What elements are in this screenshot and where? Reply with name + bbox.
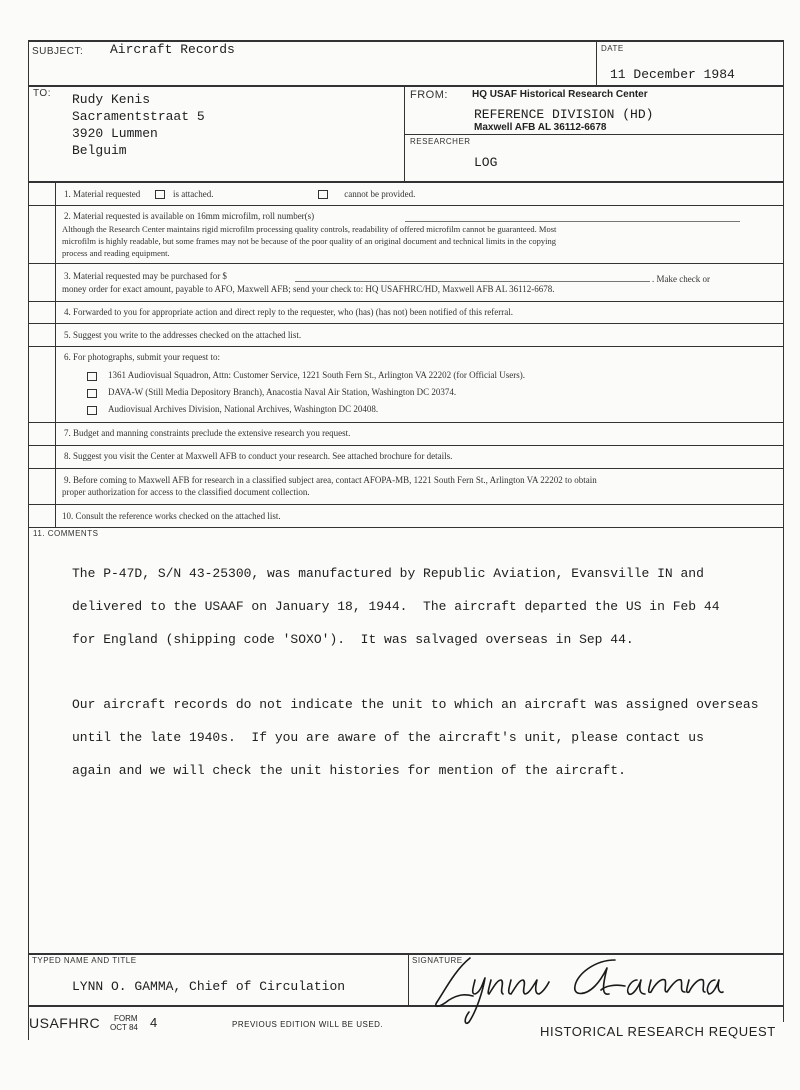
- signature-label: SIGNATURE: [412, 956, 463, 965]
- previous-edition-note: PREVIOUS EDITION WILL BE USED.: [232, 1020, 384, 1029]
- item-1-text: 1. Material requested: [64, 189, 141, 199]
- divider-subject-bottom: [28, 85, 784, 87]
- item-9-line-2: proper authorization for access to the classified document collection.: [62, 487, 310, 497]
- photo-option-3: Audiovisual Archives Division, National Archives, Washington DC 20408.: [108, 404, 379, 414]
- divider-researcher: [404, 134, 784, 135]
- item-4: 4. Forwarded to you for appropriate action and direct reply to the requester, who (has) (has not) been notified of this referral.: [64, 307, 513, 317]
- divider-3: [28, 301, 784, 302]
- item-3-line-2: money order for exact amount, payable to AFO, Maxwell AFB; send your check to: HQ USAFHRC/HD, Maxwell AFB AL 36112-6678.: [62, 284, 555, 294]
- to-line-2: Sacramentstraat 5: [72, 109, 205, 124]
- frame-right: [783, 40, 784, 1022]
- form-title: HISTORICAL RESEARCH REQUEST: [540, 1024, 776, 1039]
- divider-signature: [408, 954, 409, 1006]
- attached-checkbox[interactable]: [155, 190, 165, 199]
- divider-2: [28, 263, 784, 264]
- to-label: TO:: [33, 88, 51, 99]
- item-6-heading: 6. For photographs, submit your request to:: [64, 352, 220, 362]
- item-9-line-1: 9. Before coming to Maxwell AFB for research in a classified subject area, contact AFOPA-MB, 1221 South Fern St., Arlington VA 22202 to obtain: [64, 475, 597, 485]
- divider-8: [28, 468, 784, 469]
- item-1-cannot: cannot be provided.: [344, 189, 416, 199]
- item-1: [64, 189, 415, 199]
- photo-option-2-checkbox[interactable]: [87, 389, 97, 398]
- subject-value: Aircraft Records: [110, 42, 235, 57]
- date-label: DATE: [601, 44, 624, 53]
- photo-option-2: DAVA-W (Still Media Depository Branch), Anacostia Naval Air Station, Washington DC 20374.: [108, 387, 457, 397]
- form-date: OCT 84: [110, 1023, 138, 1032]
- researcher-label: RESEARCHER: [410, 137, 471, 146]
- to-line-3: 3920 Lummen: [72, 126, 158, 141]
- item-2-line-1: 2. Material requested is available on 16mm microfilm, roll number(s): [64, 211, 315, 221]
- divider-10: [28, 527, 784, 528]
- item-2-roll-line: [405, 221, 740, 222]
- comment-p1-line-3: for England (shipping code 'SOXO'). It was salvaged overseas in Sep 44.: [72, 631, 634, 647]
- divider-6: [28, 422, 784, 423]
- comment-p1-line-2: delivered to the USAAF on January 18, 1944. The aircraft departed the US in Feb 44: [72, 598, 720, 614]
- from-label: FROM:: [410, 89, 448, 101]
- divider-header-bottom: [28, 181, 784, 183]
- item-3-amount-line: [295, 281, 650, 282]
- to-line-4: Belguim: [72, 143, 127, 158]
- frame-left: [28, 40, 29, 1040]
- to-line-1: Rudy Kenis: [72, 92, 151, 107]
- handwritten-signature: [425, 950, 725, 1030]
- from-line-3: Maxwell AFB AL 36112-6678: [474, 122, 607, 133]
- photo-option-1-checkbox[interactable]: [87, 372, 97, 381]
- divider-date: [596, 40, 597, 86]
- item-7: 7. Budget and manning constraints preclude the extensive research you request.: [64, 428, 351, 438]
- researcher-value: LOG: [474, 155, 498, 170]
- comment-p1-line-1: The P-47D, S/N 43-25300, was manufactured by Republic Aviation, Evansville IN and: [72, 565, 704, 581]
- comments-body: [72, 549, 759, 796]
- form-code: USAFHRC: [29, 1015, 101, 1031]
- from-line-1: HQ USAF Historical Research Center: [472, 89, 648, 100]
- comment-p2-line-2: until the late 1940s. If you are aware of the aircraft's unit, please contact us: [72, 730, 704, 745]
- subject-label: SUBJECT:: [32, 46, 84, 57]
- items-left-divider: [55, 182, 56, 527]
- form-word: FORM: [114, 1014, 138, 1023]
- item-3-line-1b: . Make check or: [652, 274, 710, 284]
- photo-option-1: 1361 Audiovisual Squadron, Attn: Customer Service, 1221 South Fern St., Arlington VA 22202 (for Official Users).: [108, 370, 525, 380]
- divider-5: [28, 346, 784, 347]
- item-10: 10. Consult the reference works checked on the attached list.: [62, 511, 281, 521]
- from-line-2: REFERENCE DIVISION (HD): [474, 107, 654, 122]
- cannot-provide-checkbox[interactable]: [318, 190, 328, 199]
- divider-1: [28, 205, 784, 206]
- form-number: 4: [150, 1015, 158, 1030]
- item-2-line-2: Although the Research Center maintains rigid microfilm processing quality controls, readability of offered microfilm cannot be guaranteed. Most: [62, 224, 557, 234]
- item-5: 5. Suggest you write to the addresses checked on the attached list.: [64, 330, 302, 340]
- item-3-line-1: 3. Material requested may be purchased for $: [64, 271, 227, 281]
- comments-label: 11. COMMENTS: [33, 529, 99, 538]
- typed-name-value: LYNN O. GAMMA, Chief of Circulation: [72, 979, 346, 994]
- photo-option-3-checkbox[interactable]: [87, 406, 97, 415]
- comment-p2-line-1: Our aircraft records do not indicate the unit to which an aircraft was assigned overseas: [72, 697, 759, 712]
- comment-p2-line-3: again and we will check the unit histories for mention of the aircraft.: [72, 763, 626, 778]
- item-2-line-3: microfilm is highly readable, but some frames may not be because of the poor quality of an original document and technical limits in the copying: [62, 236, 557, 246]
- item-8: 8. Suggest you visit the Center at Maxwell AFB to conduct your research. See attached brochure for details.: [64, 451, 453, 461]
- divider-7: [28, 445, 784, 446]
- item-2-line-4: process and reading equipment.: [62, 248, 170, 258]
- typed-name-label: TYPED NAME AND TITLE: [32, 956, 137, 965]
- divider-9: [28, 504, 784, 505]
- item-1-attached: is attached.: [172, 189, 214, 199]
- divider-4: [28, 323, 784, 324]
- date-value: 11 December 1984: [610, 67, 735, 82]
